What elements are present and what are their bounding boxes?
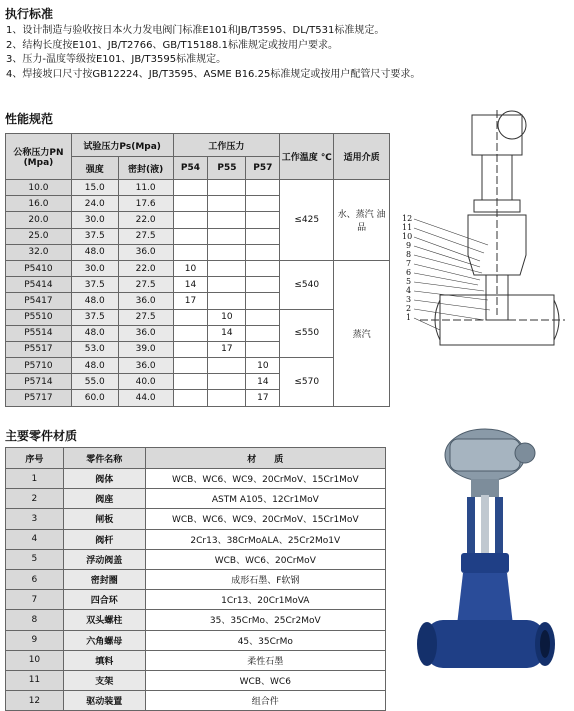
table-cell: 37.5 [71,277,118,293]
table-cell [208,277,246,293]
table-cell [173,196,208,212]
standard-line: 2、结构长度按E101、JB/T2766、GB/T15188.1标准规定或按用户要求。 [6,39,338,51]
table-cell [208,196,246,212]
table-cell: ASTM A105、12Cr1MoV [145,489,385,509]
table-cell: P5710 [6,358,72,374]
callout-label: 8 [406,250,412,259]
parts-heading: 主要零件材质 [5,429,78,443]
header-seal: 密封(液) [118,157,173,180]
table-cell [173,390,208,406]
table-row [6,489,386,509]
header-nominal: 公称压力PN (Mpa) [6,134,72,180]
table-cell: 25.0 [6,228,72,244]
standard-line: 1、设计制造与验收按日本火力发电阀门标准E101和JB/T3595、DL/T531标准规定。 [6,25,385,36]
temp-cell: ≤550 [280,309,334,358]
temp-cell: ≤425 [280,180,334,261]
table-cell: 36.0 [118,358,173,374]
table-cell: 35、35CrMo、25Cr2MoV [145,610,385,630]
header-temp: 工作温度 ℃ [280,134,334,180]
table-cell: 27.5 [118,228,173,244]
table-cell [246,293,280,309]
header-p54: P54 [173,157,208,180]
table-row [6,358,390,374]
table-cell: 24.0 [71,196,118,212]
table-cell [173,180,208,196]
table-cell: 阀体 [63,469,145,489]
table-cell: 14 [246,374,280,390]
table-cell: 4 [6,529,64,549]
table-cell: 45、35CrMo [145,630,385,650]
table-cell: 9 [6,630,64,650]
table-cell: 14 [173,277,208,293]
table-cell: 阀杆 [63,529,145,549]
header-test: 试验压力Ps(Mpa) [71,134,173,157]
table-cell: 成形石墨、F软钢 [145,569,385,589]
table-cell: 10 [6,650,64,670]
table-cell: 53.0 [71,341,118,357]
table-cell: 密封圈 [63,569,145,589]
table-cell: 8 [6,610,64,630]
table-cell [208,244,246,260]
table-row [6,569,386,589]
header-material: 材 质 [145,448,385,469]
table-cell: 27.5 [118,309,173,325]
table-cell: P5414 [6,277,72,293]
table-cell: 30.0 [71,260,118,276]
table-cell: 15.0 [71,180,118,196]
table-cell [208,358,246,374]
callout-label: 1 [406,313,412,322]
table-row [6,509,386,529]
table-cell [173,228,208,244]
table-row [6,670,386,690]
table-cell: 36.0 [118,325,173,341]
table-row [6,260,390,276]
table-cell: 驱动装置 [63,691,145,711]
table-cell: P5517 [6,341,72,357]
table-row [6,650,386,670]
table-cell: 6 [6,569,64,589]
callout-label: 6 [406,268,412,277]
standards-heading: 执行标准 [5,7,54,21]
header-p55: P55 [208,157,246,180]
table-cell [246,260,280,276]
table-row [6,469,386,489]
table-cell: P5410 [6,260,72,276]
callout-label: 11 [402,223,413,232]
header-name: 零件名称 [63,448,145,469]
table-cell: 22.0 [118,260,173,276]
header-p57: P57 [246,157,280,180]
callout-label: 3 [406,295,412,304]
table-cell: 12 [6,691,64,711]
table-cell: 55.0 [71,374,118,390]
table-cell: 柔性石墨 [145,650,385,670]
table-cell [173,309,208,325]
table-cell: 48.0 [71,293,118,309]
table-cell: WCB、WC6、WC9、20CrMoV、15Cr1MoV [145,469,385,489]
table-cell: 48.0 [71,244,118,260]
table-cell: 支架 [63,670,145,690]
table-cell [173,358,208,374]
valve-photo [405,425,570,695]
table-cell [246,180,280,196]
table-cell [208,374,246,390]
table-cell [246,228,280,244]
table-cell: 22.0 [118,212,173,228]
table-cell: 27.5 [118,277,173,293]
table-row [6,549,386,569]
table-cell: 17 [173,293,208,309]
standard-line: 3、压力-温度等级按E101、JB/T3595标准规定。 [6,54,227,65]
table-cell: 30.0 [71,212,118,228]
valve-section-drawing [400,105,572,375]
table-cell: 阀座 [63,489,145,509]
table-cell [208,260,246,276]
callout-label: 9 [406,241,412,250]
performance-table [5,133,390,407]
table-row [6,529,386,549]
table-cell: 10 [246,358,280,374]
table-row [6,610,386,630]
medium-cell: 蒸汽 [334,260,390,406]
callout-label: 2 [406,304,412,313]
table-cell [173,374,208,390]
table-cell: P5510 [6,309,72,325]
table-cell: WCB、WC6、WC9、20CrMoV、15Cr1MoV [145,509,385,529]
header-medium: 适用介质 [334,134,390,180]
table-cell: 17 [208,341,246,357]
table-cell [246,309,280,325]
table-cell [173,244,208,260]
table-row [6,590,386,610]
table-cell: 37.5 [71,228,118,244]
table-cell: 11 [6,670,64,690]
table-cell [246,341,280,357]
callout-label: 12 [402,214,413,223]
table-cell: 1 [6,469,64,489]
table-row [6,630,386,650]
table-cell [208,293,246,309]
table-cell: 17 [246,390,280,406]
table-cell [173,325,208,341]
table-cell: WCB、WC6、20CrMoV [145,549,385,569]
table-cell: P5417 [6,293,72,309]
table-cell [208,180,246,196]
table-cell [173,212,208,228]
table-cell: 六角螺母 [63,630,145,650]
table-cell: P5514 [6,325,72,341]
table-cell: 10 [208,309,246,325]
table-cell: P5717 [6,390,72,406]
table-cell: 10 [173,260,208,276]
temp-cell: ≤540 [280,260,334,309]
header-work: 工作压力 [173,134,280,157]
table-cell: 10.0 [6,180,72,196]
table-cell: 36.0 [118,244,173,260]
parts-table [5,447,386,711]
table-cell: 3 [6,509,64,529]
medium-cell: 水、蒸汽 油品 [334,180,390,261]
table-cell [246,325,280,341]
table-cell: 11.0 [118,180,173,196]
header-no: 序号 [6,448,64,469]
callout-label: 7 [406,259,412,268]
table-cell [246,277,280,293]
table-cell: 32.0 [6,244,72,260]
table-cell [208,212,246,228]
table-cell: 5 [6,549,64,569]
table-cell: 填料 [63,650,145,670]
temp-cell: ≤570 [280,358,334,407]
callout-label: 4 [406,286,412,295]
standards-list [6,24,420,82]
table-cell: 48.0 [71,358,118,374]
table-cell: 2Cr13、38CrMoALA、25Cr2Mo1V [145,529,385,549]
table-cell: 44.0 [118,390,173,406]
table-cell [246,196,280,212]
standard-line: 4、焊接坡口尺寸按GB12224、JB/T3595、ASME B16.25标准规定或按用户配管尺寸要求。 [6,68,421,80]
table-cell: 组合件 [145,691,385,711]
table-cell: 7 [6,590,64,610]
table-cell: 2 [6,489,64,509]
table-cell: 39.0 [118,341,173,357]
table-cell: P5714 [6,374,72,390]
table-cell: 36.0 [118,293,173,309]
table-cell: 20.0 [6,212,72,228]
table-cell [208,390,246,406]
table-cell: 40.0 [118,374,173,390]
table-cell [246,212,280,228]
table-cell [173,341,208,357]
table-cell: 浮动阀盖 [63,549,145,569]
header-strength: 强度 [71,157,118,180]
table-cell: 双头螺柱 [63,610,145,630]
table-row [6,180,390,196]
callout-label: 5 [406,277,412,286]
callout-label: 10 [402,232,413,241]
table-row [6,309,390,325]
performance-heading: 性能规范 [5,112,54,126]
table-cell: 48.0 [71,325,118,341]
table-cell [246,244,280,260]
table-cell: WCB、WC6 [145,670,385,690]
table-cell: 17.6 [118,196,173,212]
table-cell: 14 [208,325,246,341]
table-cell: 37.5 [71,309,118,325]
table-cell: 四合环 [63,590,145,610]
table-cell [208,228,246,244]
table-cell: 60.0 [71,390,118,406]
table-cell: 1Cr13、20Cr1MoVA [145,590,385,610]
table-cell: 16.0 [6,196,72,212]
table-cell: 闸板 [63,509,145,529]
